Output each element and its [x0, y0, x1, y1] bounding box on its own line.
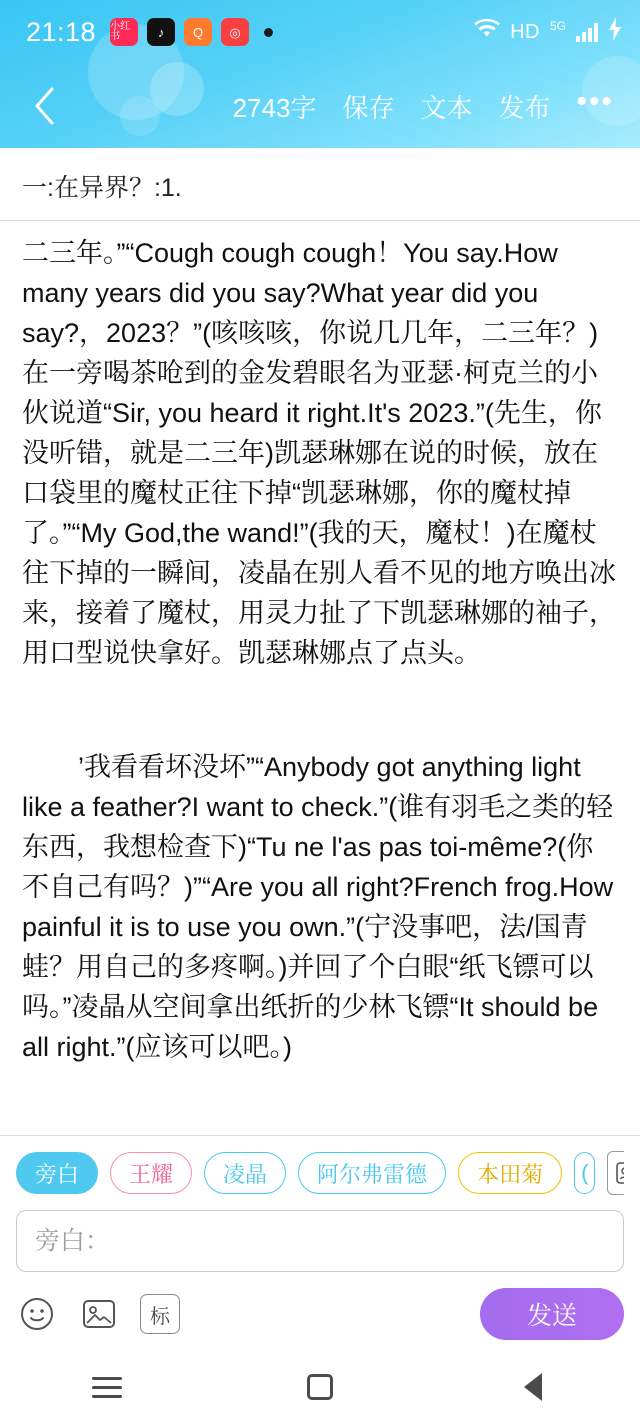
status-app-icons	[110, 18, 273, 46]
system-navigation-bar	[0, 1352, 640, 1422]
title-bar-actions	[232, 85, 618, 125]
role-chip-wangyao[interactable]: 王耀	[110, 1152, 192, 1194]
status-time: 21:18	[26, 16, 97, 47]
status-separator-dot	[264, 28, 273, 37]
tag-icon[interactable]: 标	[140, 1294, 180, 1334]
role-chip-hondakiku[interactable]: 本田菊	[458, 1152, 562, 1194]
app-header	[0, 0, 640, 148]
qq-icon: Q	[184, 18, 212, 46]
xiaohongshu-icon: 小红书	[110, 18, 138, 46]
battery-charging-icon	[608, 17, 622, 47]
message-input[interactable]	[35, 1227, 605, 1256]
title-bar	[0, 64, 640, 148]
tiktok-icon: ♪	[147, 18, 175, 46]
paragraph-spacer	[22, 673, 618, 747]
contact-card-icon[interactable]	[607, 1151, 624, 1195]
text-button[interactable]: 文本	[420, 92, 473, 123]
page-title[interactable]: 一:在异界？:1.	[0, 148, 640, 221]
publish-button[interactable]: 发布	[498, 92, 551, 123]
word-count-label: 2743字	[232, 92, 317, 123]
send-button[interactable]: 发送	[480, 1288, 624, 1340]
composer-panel	[0, 1135, 640, 1352]
emoji-icon[interactable]	[16, 1293, 58, 1335]
role-chip-narrator[interactable]: 旁白	[16, 1152, 98, 1194]
role-chip-overflow[interactable]: (	[574, 1152, 595, 1194]
back-icon[interactable]	[488, 1362, 578, 1412]
role-chip-row[interactable]	[16, 1150, 624, 1196]
back-chevron-icon[interactable]	[22, 84, 66, 128]
signal-bars-icon	[576, 22, 598, 42]
home-icon[interactable]	[275, 1362, 365, 1412]
recent-apps-icon[interactable]	[62, 1362, 152, 1412]
wifi-icon	[474, 19, 500, 45]
role-chip-alfred[interactable]: 阿尔弗雷德	[298, 1152, 446, 1194]
alarm-icon: ◎	[221, 18, 249, 46]
image-icon[interactable]	[78, 1293, 120, 1335]
message-input-wrapper[interactable]	[16, 1210, 624, 1272]
role-chip-lingjing[interactable]: 凌晶	[204, 1152, 286, 1194]
hd-indicator: HD	[510, 20, 540, 43]
status-bar	[0, 0, 640, 64]
paragraph: 二三年。”“Cough cough cough！You say.How many years did you say?What year did you say?，2023？”(咳咳咳，你说几几年，二三年？)在一旁喝茶呛到的金发碧眼名为亚瑟·柯克兰的小伙说道“Sir, you heard it right.It's 2023.”(先生，你没听错，就是二三年)凯瑟琳娜在说的时候，放在口袋里的魔杖正往下掉“凯瑟琳娜，你的魔杖掉了。”“My God,the wand!”(我的天，魔杖！)在魔杖往下掉的一瞬间，凌晶在别人看不见的地方唤出冰来，接着了魔杖，用灵力扯了下凯瑟琳娜的袖子，用口型说快拿好。凯瑟琳娜点了点头。	[22, 238, 616, 668]
network-type-label: 5G	[549, 19, 566, 33]
save-button[interactable]: 保存	[342, 92, 395, 123]
status-right-icons	[474, 17, 622, 47]
more-options-icon[interactable]: •••	[576, 85, 614, 118]
paragraph: ’我看看坏没坏”“Anybody got anything light like a feather?I want to check.”(谁有羽毛之类的轻东西，我想检查下)“Tu ne l'as pas toi-même?(你不自己有吗？)”“Are you all right?French frog.How painful it is to use you own.”(宁没事吧，法/国青蛙？用自己的多疼啊。)并回了个白眼“纸飞镖可以吗。”凌晶从空间拿出纸折的少林飞镖“It should be all right.”(应该可以吧。)	[22, 752, 621, 1062]
composer-toolbar	[16, 1286, 624, 1342]
document-body[interactable]	[0, 221, 640, 1135]
